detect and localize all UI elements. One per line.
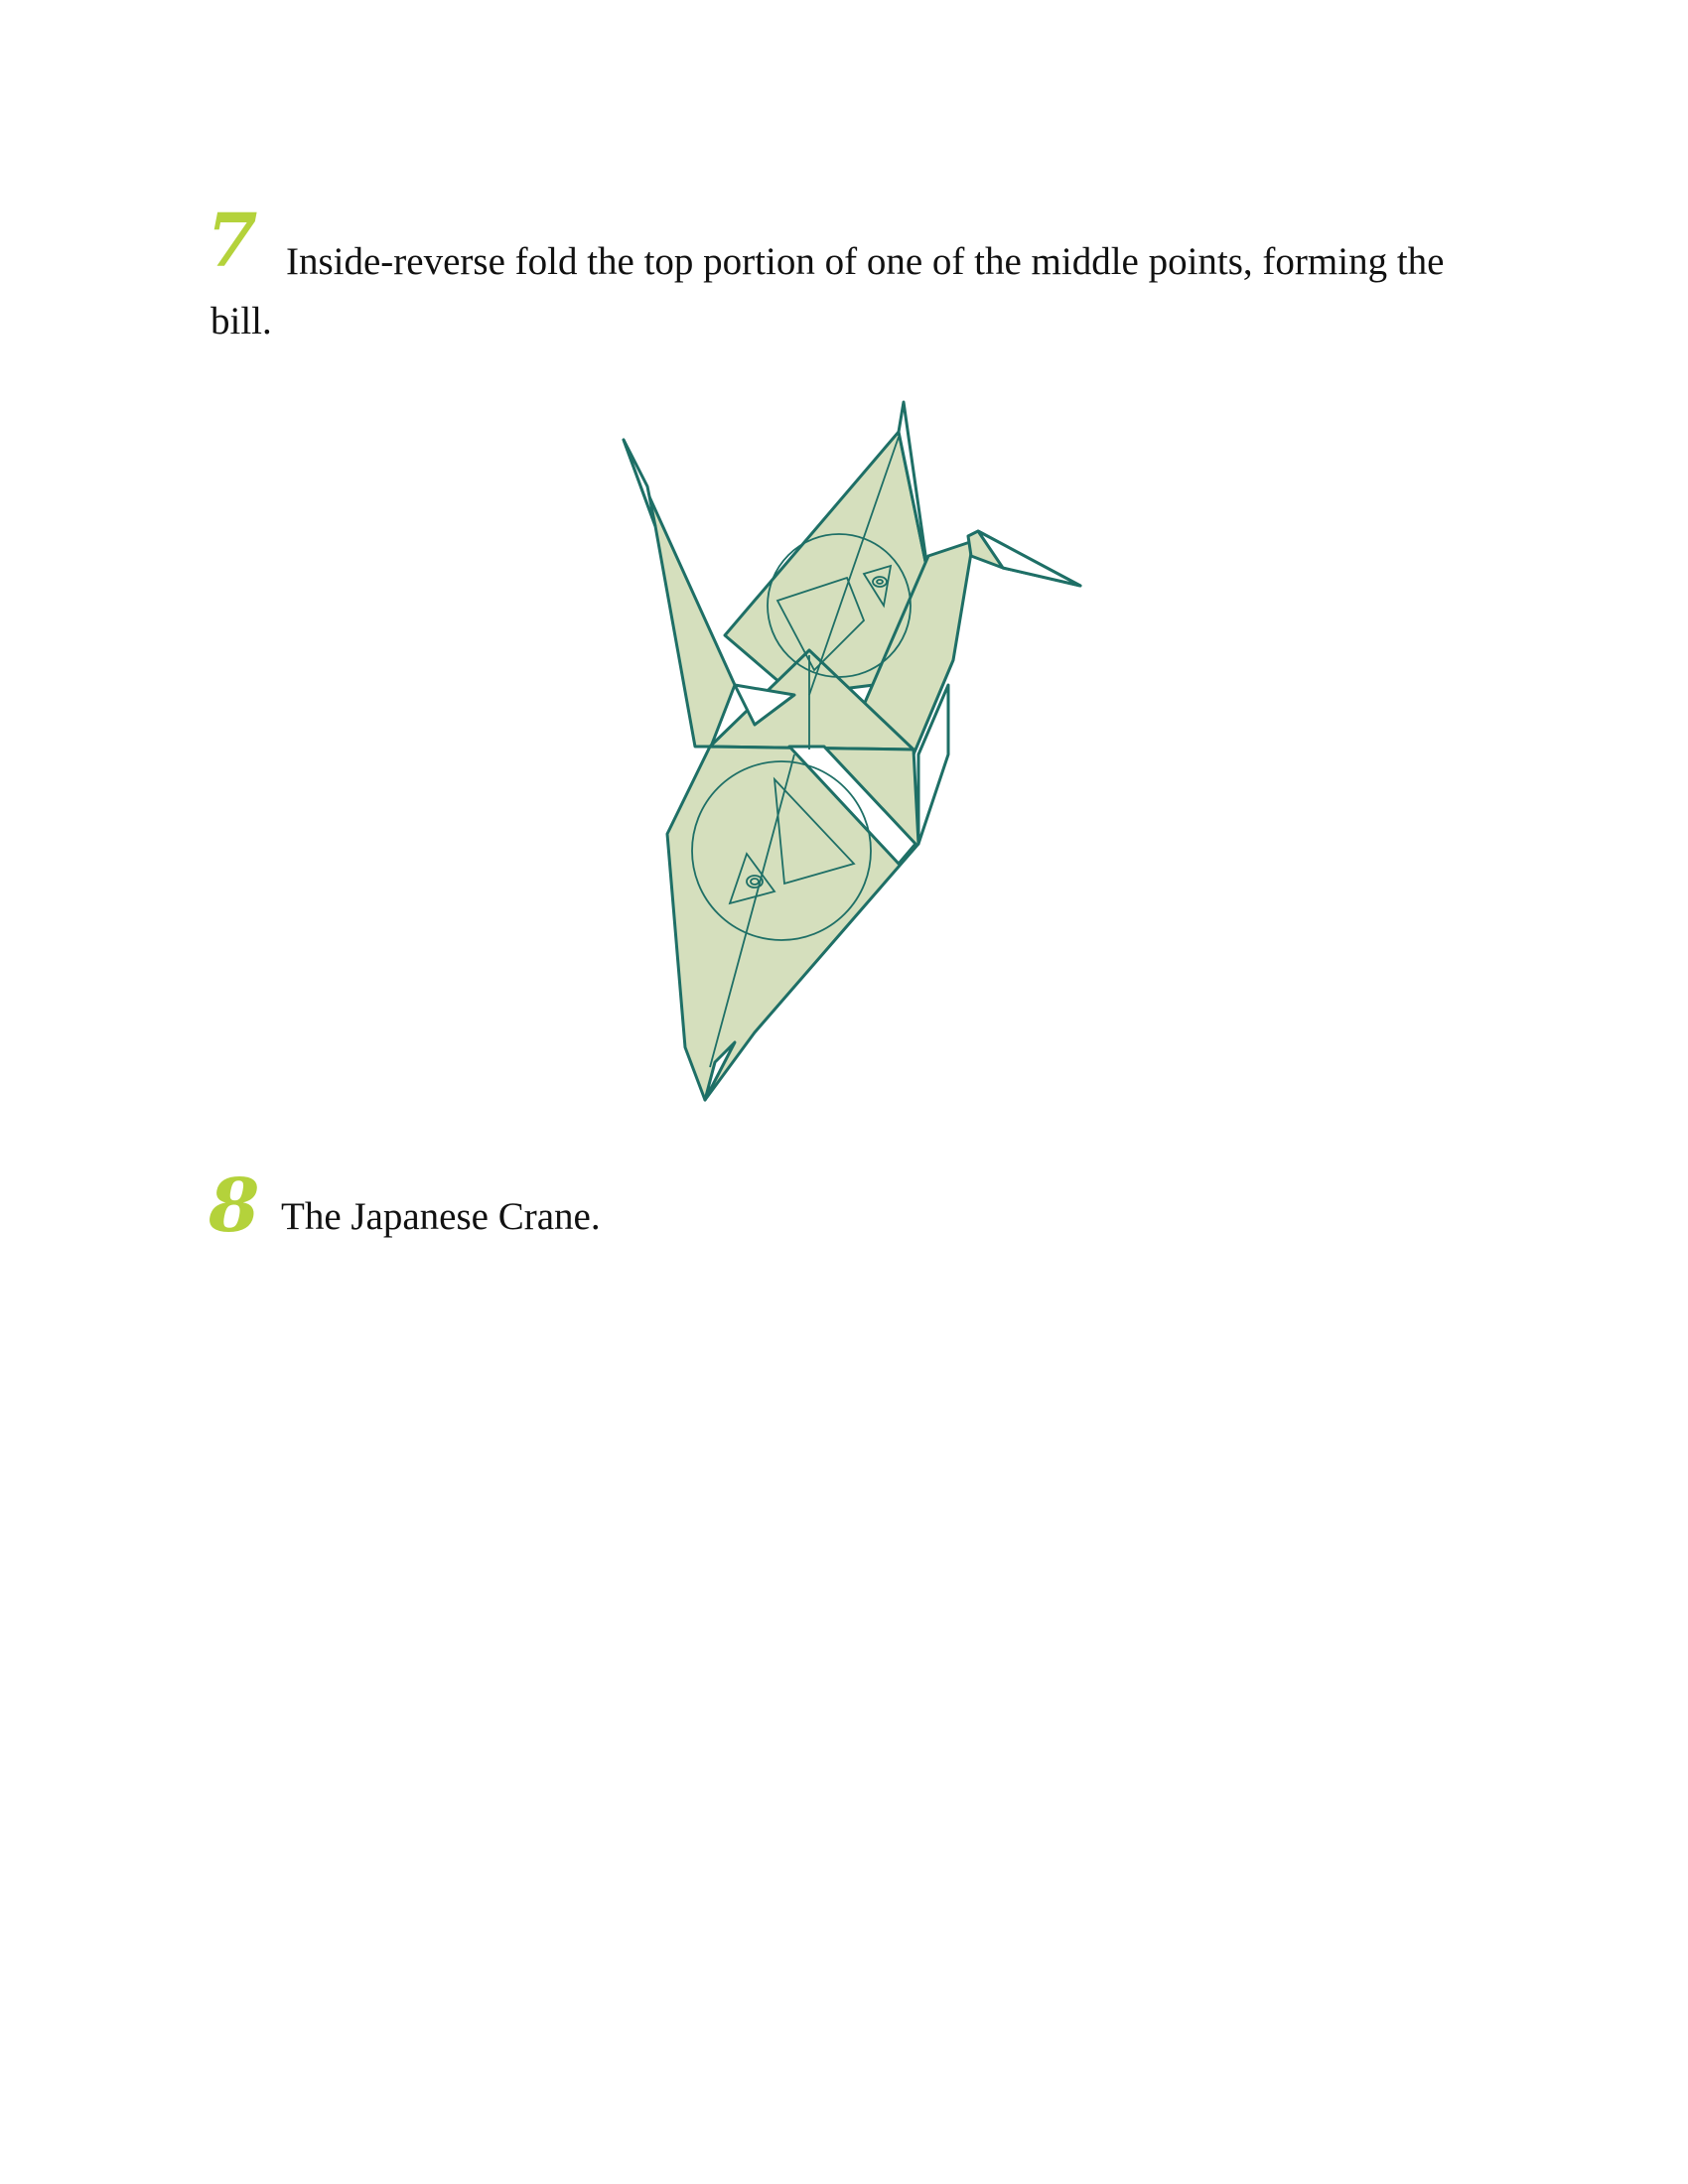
step-8-instruction: The Japanese Crane. [281,1195,601,1238]
step-7-number: 7 [207,199,256,284]
step-7-instruction: Inside-reverse fold the top portion of one of the middle points, forming the bill. [211,240,1445,342]
origami-crane-icon [596,387,1112,1112]
step-8-number: 8 [209,1163,258,1249]
origami-crane-illustration [596,387,1112,1112]
